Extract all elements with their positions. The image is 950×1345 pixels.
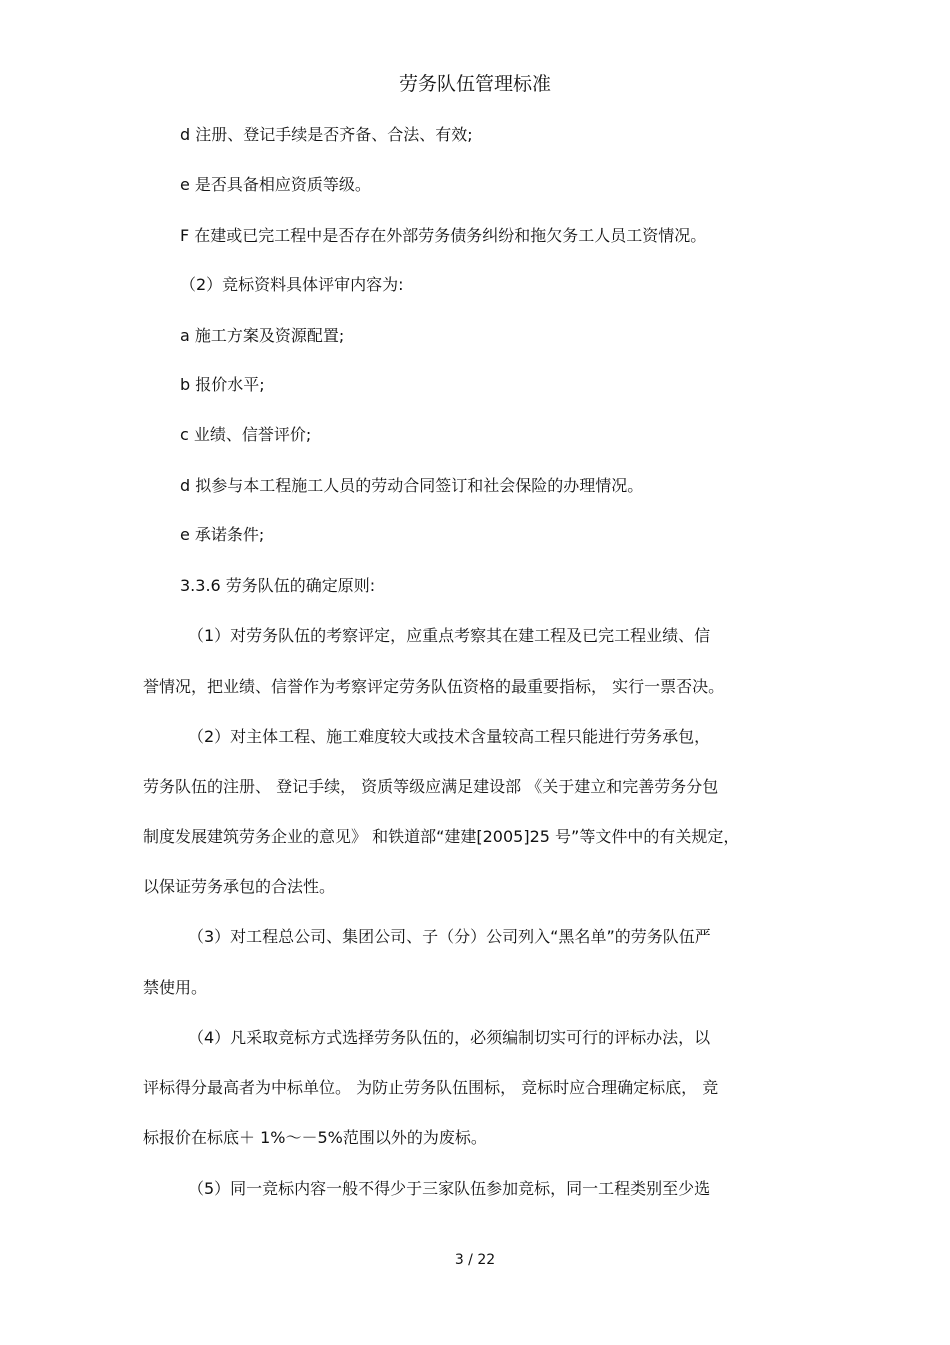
page-title: 劳务队伍管理标准: [398, 73, 551, 95]
text-line: c 业绩、信誉评价;: [180, 425, 312, 444]
page-number: 3 / 22: [454, 1252, 496, 1268]
text-line: 以保证劳务承包的合法性。: [143, 877, 336, 896]
text-line: d 注册、登记手续是否齐备、合法、有效;: [180, 125, 473, 144]
text-line: 标报价在标底＋ 1%～－5%范围以外的为废标。: [143, 1128, 487, 1147]
text-line: 劳务队伍的注册、 登记手续， 资质等级应满足建设部 《关于建立和完善劳务分包: [143, 777, 719, 796]
text-line: d 拟参与本工程施工人员的劳动合同签订和社会保险的办理情况。: [180, 476, 644, 495]
text-line: 评标得分最高者为中标单位。 为防止劳务队伍围标， 竞标时应合理确定标底， 竞: [143, 1078, 719, 1097]
text-line: （1）对劳务队伍的考察评定，应重点考察其在建工程及已完工程业绩、信: [188, 626, 711, 645]
text-line: （2）对主体工程、施工难度较大或技术含量较高工程只能进行劳务承包，: [188, 727, 711, 746]
text-line: （2）竞标资料具体评审内容为:: [180, 275, 404, 294]
text-line: b 报价水平;: [180, 375, 265, 394]
text-line: （5）同一竞标内容一般不得少于三家队伍参加竞标，同一工程类别至少选: [188, 1179, 711, 1198]
text-line: 3.3.6 劳务队伍的确定原则:: [180, 576, 376, 595]
text-line: 誉情况，把业绩、信誉作为考察评定劳务队伍资格的最重要指标， 实行一票否决。: [143, 677, 725, 696]
text-line: （4）凡采取竞标方式选择劳务队伍的，必须编制切实可行的评标办法，以: [188, 1028, 711, 1047]
text-line: F 在建或已完工程中是否存在外部劳务债务纠纷和拖欠务工人员工资情况。: [180, 226, 707, 245]
text-line: （3）对工程总公司、集团公司、子（分）公司列入“黑名单”的劳务队伍严: [188, 927, 711, 946]
text-line: a 施工方案及资源配置;: [180, 326, 345, 345]
text-line: 制度发展建筑劳务企业的意见》 和铁道部“建建[2005]25 号”等文件中的有关规定，: [143, 827, 740, 846]
text-line: e 承诺条件;: [180, 525, 265, 544]
text-line: 禁使用。: [143, 978, 208, 997]
text-line: e 是否具备相应资质等级。: [180, 175, 371, 194]
